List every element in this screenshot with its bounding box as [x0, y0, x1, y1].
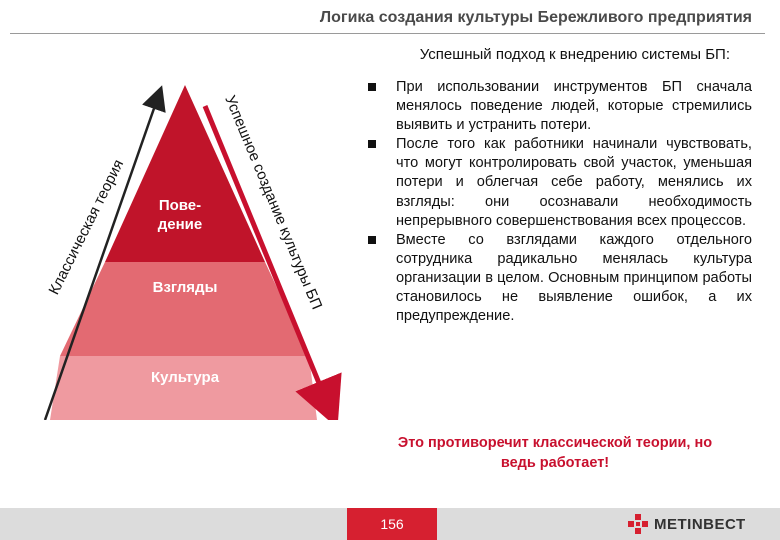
bullet-square-icon: [368, 140, 376, 148]
conclusion-line2: ведь работает!: [500, 455, 610, 471]
tier-culture-label: Культура: [150, 369, 220, 386]
tier-behavior-line1: Пове-: [158, 197, 202, 214]
page-number: 156: [347, 508, 437, 540]
bullet-item: [366, 135, 752, 230]
tier-views-label: Взгляды: [152, 279, 218, 296]
right-arrow-label: Успешное создание культуры БП: [221, 93, 326, 313]
bullet-list: [366, 78, 752, 326]
company-logo: [628, 514, 746, 534]
bullet-item: [366, 231, 752, 326]
left-arrow-label: Классическая теория: [45, 156, 128, 298]
footer-bar: [0, 508, 780, 540]
bullet-square-icon: [368, 236, 376, 244]
metinvest-logo-icon: [628, 514, 648, 534]
bullet-text: После того как работники начинали чувствовать, что могут контролировать свой участок, уменьшая потери и облегчая себе работу, менялись их взгляды: они осознавали необходимость непрерывного совершенствования всех процессов.: [396, 136, 752, 229]
conclusion-line1: Это противоречит классической теории, но: [397, 435, 713, 451]
subtitle: Успешный подход к внедрению системы БП:: [419, 46, 730, 63]
tier-behavior-line2: дение: [157, 216, 203, 233]
tier-behavior-label: [140, 196, 220, 234]
bullet-item: [366, 78, 752, 135]
bullet-square-icon: [368, 83, 376, 91]
pyramid-middle-tier: [60, 262, 309, 356]
bullet-text: Вместе со взглядами каждого отдельного сотрудника радикально менялась культура организации в целом. Основным принципом работы становилось не выявление ошибок, а их предупреждение.: [396, 231, 752, 325]
page-title: Логика создания культуры Бережливого предприятия: [319, 9, 752, 26]
bullet-text: При использовании инструментов БП сначала менялось поведение людей, которые стремились выявить и устранить потери.: [396, 79, 752, 134]
conclusion-text: [345, 433, 765, 473]
pyramid-bottom-tier: [50, 356, 317, 420]
logo-text: METINВЕСТ: [654, 515, 746, 533]
